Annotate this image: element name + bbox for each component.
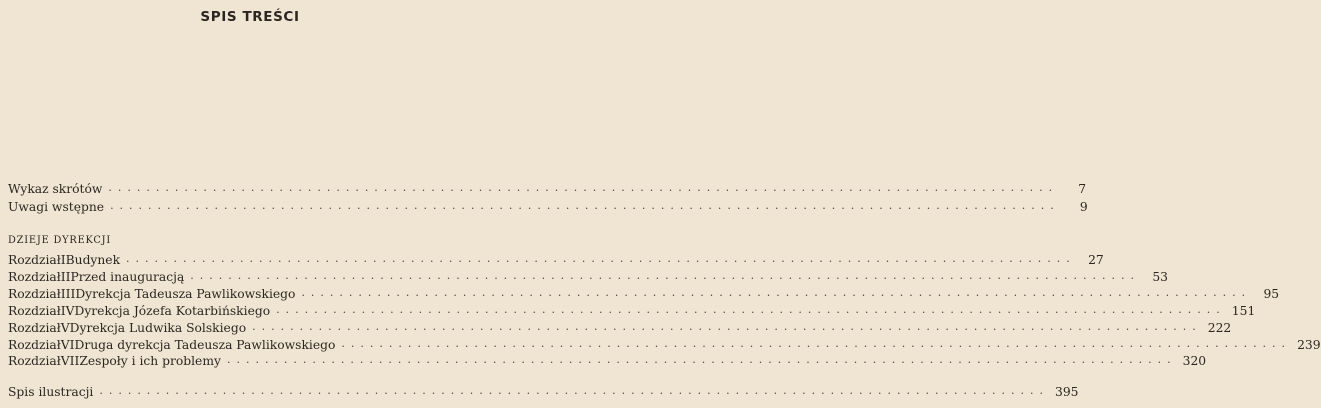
- entry-page-number: 7: [1078, 182, 1087, 196]
- entry-page-number: 151: [1231, 304, 1256, 318]
- chapter-title: Dyrekcja Ludwika Solskiego: [69, 321, 247, 335]
- dot-leader: ....................................................................................................: [301, 286, 1252, 299]
- page-title: SPIS TREŚCI: [200, 9, 300, 25]
- entry-title: Spis ilustracji: [8, 385, 94, 399]
- chapter-title: Druga dyrekcja Tadeusza Pawlikowskiego: [74, 338, 336, 352]
- toc-entry-chapter-2[interactable]: [8, 268, 1168, 284]
- chapter-number: VI: [60, 338, 75, 352]
- entry-title: Uwagi wstępne: [8, 200, 105, 214]
- toc-entry-uwagi-wstepne[interactable]: [8, 198, 1088, 214]
- chapter-number: V: [60, 321, 70, 335]
- entry-page-number: 27: [1088, 253, 1104, 267]
- toc-entry-chapter-4[interactable]: [8, 302, 1256, 318]
- chapter-number: II: [60, 270, 71, 284]
- chapter-label: Rozdział: [8, 253, 61, 267]
- chapter-title: Przed inauguracją: [70, 270, 185, 284]
- dot-leader: ....................................................................................................: [341, 337, 1292, 350]
- toc-entry-chapter-3[interactable]: [8, 285, 1280, 301]
- dot-leader: ....................................................................................................: [99, 384, 1049, 397]
- toc-entry-wykaz-skrotow[interactable]: [8, 180, 1087, 196]
- dot-leader: ....................................................................................................: [110, 199, 1060, 212]
- chapter-title: Budynek: [65, 253, 121, 267]
- entry-title: Wykaz skrótów: [8, 182, 103, 196]
- dot-leader: ....................................................................................................: [126, 252, 1076, 265]
- section-label: DZIEJE DYREKCJI: [8, 235, 112, 246]
- chapter-label: Rozdział: [8, 287, 61, 301]
- chapter-title: Zespoły i ich problemy: [79, 354, 221, 368]
- toc-entry-chapter-1[interactable]: [8, 251, 1104, 267]
- dot-leader: ....................................................................................................: [190, 269, 1140, 282]
- dot-leader: ....................................................................................................: [252, 320, 1202, 333]
- chapter-label: Rozdział: [8, 354, 61, 368]
- dot-leader: ....................................................................................................: [108, 181, 1059, 194]
- chapter-number: VII: [60, 354, 80, 368]
- toc-entry-spis-ilustracji[interactable]: [8, 383, 1079, 399]
- entry-page-number: 53: [1152, 270, 1168, 284]
- chapter-title: Dyrekcja Józefa Kotarbińskiego: [74, 304, 271, 318]
- chapter-number: I: [60, 253, 66, 267]
- chapter-label: Rozdział: [8, 321, 61, 335]
- dot-leader: ....................................................................................................: [226, 353, 1177, 366]
- chapter-number: III: [60, 287, 76, 301]
- chapter-number: IV: [60, 304, 75, 318]
- entry-page-number: 320: [1182, 354, 1207, 368]
- chapter-label: Rozdział: [8, 304, 61, 318]
- chapter-title: Dyrekcja Tadeusza Pawlikowskiego: [75, 287, 296, 301]
- dot-leader: ....................................................................................................: [276, 303, 1226, 316]
- toc-entry-chapter-6[interactable]: [8, 336, 1321, 352]
- entry-page-number: 9: [1079, 200, 1088, 214]
- entry-page-number: 395: [1055, 385, 1079, 399]
- toc-entry-chapter-5[interactable]: [8, 319, 1232, 335]
- entry-page-number: 222: [1207, 321, 1232, 335]
- entry-page-number: 95: [1263, 287, 1280, 301]
- chapter-label: Rozdział: [8, 338, 61, 352]
- chapter-label: Rozdział: [8, 270, 61, 284]
- entry-page-number: 239: [1297, 338, 1321, 352]
- toc-entry-chapter-7[interactable]: [8, 352, 1207, 368]
